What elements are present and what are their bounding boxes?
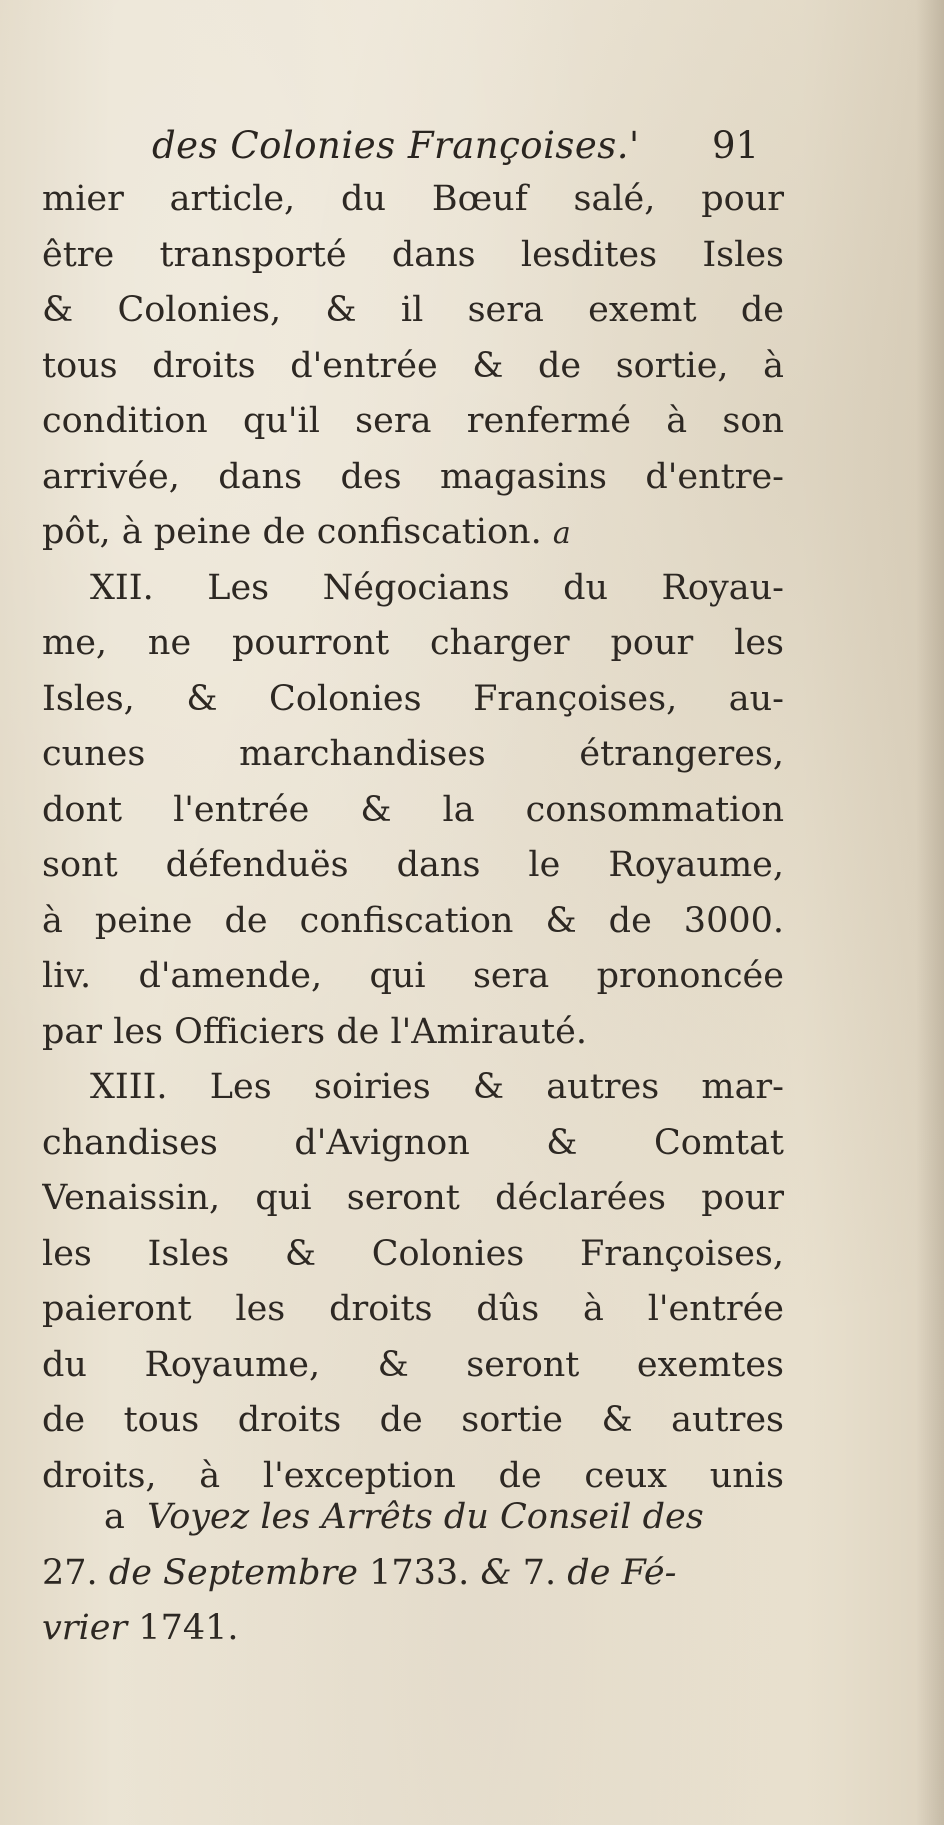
text-line	[42, 228, 784, 284]
text-line	[42, 1060, 784, 1116]
text-line-content: être transporté dans lesdites Isles	[42, 234, 784, 275]
text-line-content: par les Officiers de l'Amirauté.	[42, 1011, 587, 1052]
footnote-text: Voyez les Arrêts du Conseil des	[147, 1497, 704, 1537]
text-line	[42, 339, 784, 395]
footnote-number: 1741.	[138, 1608, 239, 1648]
text-line	[42, 1227, 784, 1283]
text-line	[42, 1005, 784, 1061]
text-line	[42, 1171, 784, 1227]
text-line	[42, 727, 784, 783]
footnote-text: de Septembre	[108, 1552, 358, 1593]
text-line-content: de tous droits de sortie & autres	[42, 1400, 784, 1440]
text-line-content: du Royaume, & seront exemtes	[42, 1344, 784, 1385]
text-line	[42, 672, 784, 728]
running-head	[0, 124, 944, 174]
text-line	[42, 283, 784, 339]
text-line	[42, 1282, 784, 1338]
text-line	[42, 1393, 784, 1449]
text-line-content: pôt, à peine de confiscation.	[42, 512, 542, 552]
text-line	[42, 561, 784, 617]
text-line-content: XIII. Les soiries & autres mar-	[90, 1067, 784, 1107]
page-number: 91	[712, 124, 760, 167]
footnote-text: &	[480, 1552, 512, 1593]
text-line-content: me, ne pourront charger pour les	[42, 623, 784, 663]
text-line	[42, 838, 784, 894]
footnote-text: vrier	[42, 1608, 128, 1648]
text-line-content: tous droits d'entrée & de sortie, à	[42, 345, 784, 386]
text-line-content: liv. d'amende, qui sera prononcée	[42, 956, 784, 996]
text-line-content: dont l'entrée & la consommation	[42, 789, 784, 830]
footnote-line	[42, 1601, 784, 1657]
text-line	[42, 616, 784, 672]
body-text	[42, 172, 784, 1504]
text-line-content: chandises d'Avignon & Comtat	[42, 1122, 784, 1163]
running-title: des Colonies Françoises.'	[152, 124, 640, 167]
footnote-line	[42, 1546, 784, 1602]
text-line-content: paieront les droits dûs à l'entrée	[42, 1289, 784, 1329]
footnote-number: 27.	[42, 1552, 98, 1593]
text-line	[42, 894, 784, 950]
text-line	[42, 450, 784, 506]
text-line-content: mier article, du Bœuf salé, pour	[42, 179, 784, 219]
text-line-content: sont défenduës dans le Royaume,	[42, 845, 784, 885]
text-line	[42, 505, 784, 561]
text-line-content: à peine de confiscation & de 3000.	[42, 900, 784, 941]
text-line-content: cunes marchandises étrangeres,	[42, 734, 784, 774]
text-line-content: droits, à l'exception de ceux unis	[42, 1455, 784, 1496]
text-line	[42, 394, 784, 450]
footnote	[42, 1490, 784, 1657]
footnote-number: 1733.	[369, 1552, 470, 1593]
footnote-line	[42, 1490, 784, 1546]
text-line	[42, 172, 784, 228]
text-line-content: les Isles & Colonies Françoises,	[42, 1233, 784, 1274]
footnote-marker: a	[104, 1497, 125, 1537]
text-line-content: Isles, & Colonies Françoises, au-	[42, 678, 784, 719]
footnote-number: 7.	[522, 1552, 557, 1593]
footnote-text: de Fé-	[567, 1552, 677, 1593]
text-line-content: condition qu'il sera renfermé à son	[42, 401, 784, 441]
text-line-content: XII. Les Négocians du Royau-	[90, 567, 784, 608]
text-line	[42, 1338, 784, 1394]
text-line-content: & Colonies, & il sera exemt de	[42, 290, 784, 330]
text-line	[42, 783, 784, 839]
text-line	[42, 1116, 784, 1172]
text-line-content: Venaissin, qui seront déclarées pour	[42, 1178, 784, 1218]
text-line-content: arrivée, dans des magasins d'entre-	[42, 456, 784, 497]
footnote-reference: a	[552, 516, 571, 551]
text-line	[42, 949, 784, 1005]
